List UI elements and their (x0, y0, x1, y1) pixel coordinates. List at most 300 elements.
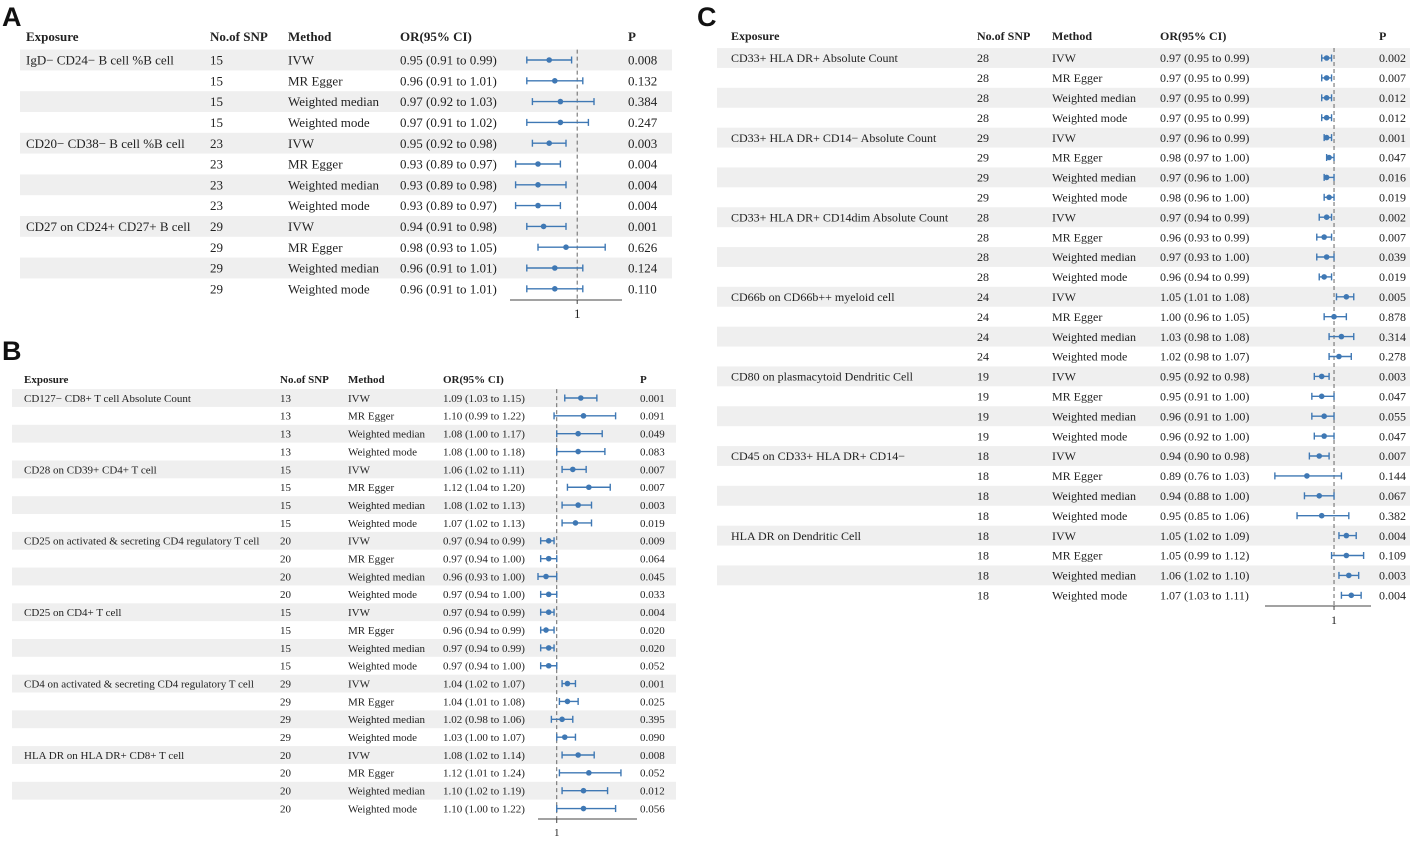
or-ci-text: 1.05 (1.01 to 1.08) (1160, 290, 1250, 304)
or-point (573, 520, 579, 526)
or-ci-text: 0.94 (0.91 to 0.98) (400, 218, 497, 234)
p-value: 0.091 (640, 410, 665, 423)
p-value: 0.110 (628, 281, 657, 297)
p-value: 0.055 (1379, 409, 1406, 424)
method-label: Weighted median (348, 642, 426, 655)
method-label: Weighted median (1052, 489, 1137, 503)
p-value: 0.007 (1379, 449, 1406, 464)
or-point (1344, 533, 1350, 539)
snp-count: 18 (977, 489, 989, 503)
p-value: 0.012 (640, 785, 665, 798)
method-label: IVW (1052, 210, 1076, 225)
method-label: Weighted median (348, 785, 426, 798)
or-ci-text: 1.08 (1.02 to 1.14) (443, 749, 525, 762)
p-value: 0.007 (640, 464, 665, 477)
or-point (546, 609, 552, 615)
p-value: 0.007 (640, 482, 665, 495)
or-point (543, 627, 549, 633)
or-point (1304, 473, 1310, 479)
or-ci-text: 1.12 (1.04 to 1.20) (443, 482, 525, 495)
method-label: Weighted mode (288, 114, 370, 130)
or-point (552, 286, 558, 292)
method-label: IVW (348, 749, 370, 762)
snp-count: 29 (977, 130, 989, 145)
snp-count: 15 (280, 499, 291, 512)
or-point (1344, 294, 1350, 300)
method-label: Weighted median (348, 428, 426, 441)
p-value: 0.384 (628, 94, 658, 110)
snp-count: 18 (977, 528, 989, 543)
p-value: 0.878 (1379, 309, 1406, 324)
snp-count: 28 (977, 270, 989, 285)
column-header: P (640, 374, 647, 386)
column-header: P (628, 29, 636, 44)
or-ci-text: 1.03 (1.00 to 1.07) (443, 732, 525, 744)
method-label: Weighted median (1052, 91, 1137, 105)
p-value: 0.039 (1379, 250, 1406, 265)
or-ci-text: 1.10 (1.02 to 1.19) (443, 785, 525, 798)
or-ci-text: 1.08 (1.00 to 1.17) (443, 428, 525, 441)
or-point (562, 734, 568, 740)
method-label: MR Egger (1052, 469, 1103, 484)
p-value: 0.045 (640, 571, 665, 584)
column-header: No.of SNP (280, 374, 329, 386)
p-value: 0.083 (640, 446, 665, 459)
exposure-label: CD4 on activated & secreting CD4 regulatory T cell (24, 678, 254, 691)
snp-count: 18 (977, 508, 989, 523)
method-label: Weighted mode (348, 732, 418, 744)
snp-count: 20 (280, 803, 291, 816)
or-ci-text: 0.97 (0.94 to 0.99) (443, 642, 525, 655)
snp-count: 29 (210, 260, 223, 276)
snp-count: 18 (977, 588, 989, 603)
or-ci-text: 0.97 (0.92 to 1.03) (400, 94, 497, 110)
method-label: MR Egger (348, 482, 395, 495)
p-value: 0.109 (1379, 548, 1406, 563)
exposure-label: CD28 on CD39+ CD4+ T cell (24, 464, 157, 477)
snp-count: 29 (280, 732, 291, 744)
or-point (575, 431, 581, 437)
method-label: Weighted median (348, 571, 426, 584)
column-header: Exposure (26, 29, 79, 44)
method-label: Weighted median (348, 499, 426, 512)
exposure-label: HLA DR on Dendritic Cell (731, 528, 861, 543)
or-point (1324, 55, 1330, 61)
method-label: Weighted mode (1052, 429, 1128, 444)
method-label: MR Egger (1052, 71, 1103, 86)
p-value: 0.012 (1379, 91, 1406, 105)
or-point (543, 574, 549, 580)
method-label: IVW (348, 392, 370, 405)
method-label: Weighted mode (1052, 110, 1128, 125)
snp-count: 15 (280, 624, 291, 637)
p-value: 0.004 (628, 156, 658, 172)
method-label: Weighted median (348, 714, 426, 727)
or-point (1321, 413, 1327, 419)
method-label: MR Egger (288, 239, 343, 255)
snp-count: 15 (280, 517, 291, 530)
or-ci-text: 0.96 (0.93 to 0.99) (1160, 230, 1250, 245)
method-label: MR Egger (348, 767, 395, 780)
snp-count: 29 (210, 218, 223, 234)
method-label: Weighted mode (288, 281, 370, 297)
method-label: Weighted mode (1052, 270, 1128, 285)
or-ci-text: 1.04 (1.02 to 1.07) (443, 678, 525, 691)
p-value: 0.144 (1379, 469, 1406, 484)
p-value: 0.004 (1379, 528, 1406, 543)
or-ci-text: 0.95 (0.85 to 1.06) (1160, 508, 1250, 523)
or-ci-text: 0.97 (0.95 to 0.99) (1160, 51, 1250, 66)
snp-count: 28 (977, 91, 989, 105)
method-label: Weighted mode (348, 517, 418, 530)
or-ci-text: 0.98 (0.96 to 1.00) (1160, 190, 1250, 205)
p-value: 0.007 (1379, 71, 1406, 86)
or-ci-text: 1.07 (1.03 to 1.11) (1160, 588, 1249, 603)
snp-count: 13 (280, 428, 291, 441)
or-point (546, 57, 552, 63)
or-ci-text: 0.96 (0.91 to 1.01) (400, 281, 497, 297)
or-point (1319, 374, 1325, 380)
or-ci-text: 1.06 (1.02 to 1.10) (1160, 568, 1250, 583)
p-value: 0.395 (640, 714, 665, 727)
snp-count: 24 (977, 329, 989, 344)
p-value: 0.004 (1379, 588, 1406, 603)
p-value: 0.001 (640, 392, 665, 405)
snp-count: 29 (977, 150, 989, 165)
snp-count: 13 (280, 446, 291, 459)
exposure-label: CD127− CD8+ T cell Absolute Count (24, 392, 191, 405)
exposure-label: CD80 on plasmacytoid Dendritic Cell (731, 369, 913, 384)
or-ci-text: 0.98 (0.97 to 1.00) (1160, 150, 1250, 165)
p-value: 0.008 (628, 52, 658, 68)
p-value: 0.016 (1379, 170, 1406, 185)
snp-count: 15 (210, 114, 223, 130)
or-ci-text: 0.97 (0.91 to 1.02) (400, 114, 497, 130)
snp-count: 23 (210, 135, 223, 151)
or-point (1339, 334, 1345, 340)
or-ci-text: 0.95 (0.91 to 0.99) (400, 52, 497, 68)
exposure-label: CD20− CD38− B cell %B cell (26, 135, 185, 151)
or-ci-text: 0.97 (0.95 to 0.99) (1160, 110, 1250, 125)
p-value: 0.003 (1379, 369, 1406, 384)
or-point (1344, 553, 1350, 559)
or-ci-text: 0.93 (0.89 to 0.98) (400, 177, 497, 193)
or-ci-text: 1.09 (1.03 to 1.15) (443, 392, 525, 405)
or-point (1336, 354, 1342, 360)
or-ci-text: 0.95 (0.92 to 0.98) (400, 135, 497, 151)
p-value: 0.004 (628, 198, 658, 214)
column-header: Method (348, 374, 385, 386)
or-ci-text: 0.97 (0.94 to 1.00) (443, 589, 525, 602)
or-ci-text: 1.08 (1.00 to 1.18) (443, 446, 525, 459)
p-value: 0.382 (1379, 508, 1406, 523)
method-label: MR Egger (1052, 309, 1103, 324)
or-ci-text: 0.97 (0.94 to 0.99) (1160, 210, 1250, 225)
p-value: 0.002 (1379, 210, 1406, 225)
p-value: 0.019 (1379, 270, 1406, 285)
method-label: Weighted mode (348, 660, 418, 673)
column-header: No.of SNP (210, 29, 268, 44)
or-ci-text: 0.97 (0.94 to 1.00) (443, 553, 525, 566)
p-value: 0.124 (628, 260, 658, 276)
or-ci-text: 0.96 (0.94 to 0.99) (443, 624, 525, 637)
exposure-label: CD66b on CD66b++ myeloid cell (731, 290, 895, 304)
or-point (1324, 135, 1330, 141)
or-point (1319, 513, 1325, 519)
snp-count: 19 (977, 409, 989, 424)
p-value: 0.003 (640, 499, 665, 512)
or-point (558, 120, 564, 126)
column-header: Method (1052, 29, 1092, 43)
column-header: No.of SNP (977, 29, 1031, 43)
snp-count: 28 (977, 110, 989, 125)
p-value: 0.132 (628, 73, 658, 89)
method-label: Weighted mode (1052, 190, 1128, 205)
p-value: 0.001 (640, 678, 665, 691)
method-label: MR Egger (1052, 150, 1103, 165)
or-point (559, 717, 565, 723)
or-ci-text: 1.08 (1.02 to 1.13) (443, 499, 525, 512)
or-ci-text: 0.93 (0.89 to 0.97) (400, 156, 497, 172)
p-value: 0.047 (1379, 429, 1406, 444)
exposure-label: CD25 on CD4+ T cell (24, 607, 122, 620)
p-value: 0.047 (1379, 389, 1406, 404)
or-ci-text: 0.95 (0.92 to 0.98) (1160, 369, 1250, 384)
snp-count: 15 (280, 642, 291, 655)
exposure-label: CD45 on CD33+ HLA DR+ CD14− (731, 449, 905, 464)
snp-count: 20 (280, 553, 291, 566)
or-ci-text: 1.02 (0.98 to 1.06) (443, 714, 525, 727)
or-point (1326, 195, 1332, 201)
p-value: 0.090 (640, 732, 665, 744)
row-band (12, 710, 676, 728)
or-point (1321, 234, 1327, 240)
p-value: 0.025 (640, 696, 665, 709)
p-value: 0.001 (1379, 130, 1406, 145)
method-label: Weighted mode (1052, 349, 1128, 364)
or-ci-text: 0.96 (0.94 to 0.99) (1160, 270, 1250, 285)
p-value: 0.278 (1379, 349, 1406, 364)
snp-count: 28 (977, 210, 989, 225)
snp-count: 29 (280, 678, 291, 691)
or-ci-text: 1.02 (0.98 to 1.07) (1160, 349, 1250, 364)
or-point (1321, 274, 1327, 280)
snp-count: 24 (977, 349, 989, 364)
or-ci-text: 0.97 (0.96 to 1.00) (1160, 170, 1250, 185)
column-header: Method (288, 29, 332, 44)
exposure-label: CD27 on CD24+ CD27+ B cell (26, 218, 191, 234)
method-label: MR Egger (348, 553, 395, 566)
p-value: 0.247 (628, 114, 658, 130)
or-ci-text: 1.05 (1.02 to 1.09) (1160, 528, 1250, 543)
method-label: IVW (348, 607, 370, 620)
or-point (535, 182, 541, 188)
exposure-label: HLA DR on HLA DR+ CD8+ T cell (24, 749, 185, 762)
or-point (552, 265, 558, 271)
snp-count: 15 (280, 482, 291, 495)
snp-count: 20 (280, 535, 291, 548)
or-ci-text: 1.03 (0.98 to 1.08) (1160, 329, 1250, 344)
snp-count: 20 (280, 589, 291, 602)
p-value: 0.007 (1379, 230, 1406, 245)
or-point (1348, 593, 1354, 599)
p-value: 0.004 (640, 607, 665, 620)
or-ci-text: 0.96 (0.91 to 1.00) (1160, 409, 1250, 424)
exposure-label: CD33+ HLA DR+ Absolute Count (731, 51, 898, 66)
or-ci-text: 1.05 (0.99 to 1.12) (1160, 548, 1250, 563)
column-header: OR(95% CI) (443, 374, 504, 386)
p-value: 0.009 (640, 535, 665, 548)
method-label: IVW (288, 135, 314, 151)
snp-count: 18 (977, 548, 989, 563)
or-ci-text: 1.00 (0.96 to 1.05) (1160, 309, 1250, 324)
panel-letter-B: B (2, 336, 22, 366)
or-point (1324, 214, 1330, 220)
or-ci-text: 0.89 (0.76 to 1.03) (1160, 469, 1250, 484)
column-header: OR(95% CI) (1160, 29, 1227, 43)
column-header: P (1379, 29, 1387, 43)
method-label: Weighted mode (348, 803, 418, 816)
or-point (546, 556, 552, 562)
p-value: 0.052 (640, 660, 665, 673)
or-point (535, 161, 541, 167)
or-point (546, 538, 552, 544)
p-value: 0.033 (640, 589, 665, 602)
method-label: Weighted median (288, 260, 380, 276)
or-point (575, 449, 581, 455)
or-point (1319, 394, 1325, 400)
method-label: Weighted median (1052, 250, 1137, 265)
or-ci-text: 0.97 (0.94 to 1.00) (443, 660, 525, 673)
or-point (581, 806, 587, 812)
p-value: 0.008 (640, 749, 665, 762)
p-value: 0.019 (640, 517, 665, 530)
or-point (586, 484, 592, 490)
method-label: Weighted median (288, 177, 380, 193)
method-label: MR Egger (288, 73, 343, 89)
or-point (535, 203, 541, 209)
snp-count: 15 (280, 464, 291, 477)
or-point (1324, 175, 1330, 181)
snp-count: 15 (280, 607, 291, 620)
method-label: MR Egger (348, 696, 395, 709)
or-ci-text: 0.98 (0.93 to 1.05) (400, 239, 497, 255)
method-label: IVW (1052, 290, 1076, 304)
or-point (1331, 314, 1337, 320)
snp-count: 15 (210, 52, 223, 68)
or-ci-text: 0.97 (0.94 to 0.99) (443, 607, 525, 620)
snp-count: 29 (977, 190, 989, 205)
snp-count: 24 (977, 309, 989, 324)
snp-count: 18 (977, 568, 989, 583)
snp-count: 20 (280, 767, 291, 780)
snp-count: 18 (977, 449, 989, 464)
p-value: 0.012 (1379, 110, 1406, 125)
or-point (546, 645, 552, 651)
x-tick-label: 1 (573, 306, 581, 321)
or-ci-text: 0.97 (0.96 to 0.99) (1160, 130, 1250, 145)
method-label: Weighted median (1052, 409, 1137, 424)
method-label: IVW (1052, 369, 1076, 384)
or-ci-text: 1.10 (0.99 to 1.22) (443, 410, 525, 423)
or-point (541, 224, 547, 230)
snp-count: 15 (210, 73, 223, 89)
p-value: 0.064 (640, 553, 665, 566)
snp-count: 29 (977, 170, 989, 185)
snp-count: 28 (977, 51, 989, 66)
or-ci-text: 0.97 (0.93 to 1.00) (1160, 250, 1250, 265)
or-ci-text: 0.96 (0.92 to 1.00) (1160, 429, 1250, 444)
or-ci-text: 0.94 (0.90 to 0.98) (1160, 449, 1250, 464)
p-value: 0.019 (1379, 190, 1406, 205)
or-point (546, 140, 552, 146)
method-label: IVW (288, 52, 314, 68)
method-label: MR Egger (348, 624, 395, 637)
method-label: MR Egger (288, 156, 343, 172)
or-point (1324, 254, 1330, 260)
or-point (586, 770, 592, 776)
or-ci-text: 0.95 (0.91 to 1.00) (1160, 389, 1250, 404)
p-value: 0.056 (640, 803, 665, 816)
method-label: IVW (288, 218, 314, 234)
method-label: IVW (1052, 449, 1076, 464)
p-value: 0.005 (1379, 290, 1406, 304)
column-header: Exposure (24, 374, 69, 386)
p-value: 0.001 (628, 218, 658, 234)
snp-count: 15 (210, 94, 223, 110)
snp-count: 28 (977, 71, 989, 86)
or-point (1316, 453, 1322, 459)
method-label: Weighted median (1052, 568, 1137, 583)
method-label: Weighted median (1052, 329, 1137, 344)
p-value: 0.020 (640, 624, 665, 637)
or-point (581, 413, 587, 419)
p-value: 0.002 (1379, 51, 1406, 66)
method-label: MR Egger (1052, 548, 1103, 563)
snp-count: 20 (280, 749, 291, 762)
method-label: Weighted mode (1052, 508, 1128, 523)
method-label: MR Egger (1052, 389, 1103, 404)
snp-count: 15 (280, 660, 291, 673)
or-point (563, 244, 569, 250)
snp-count: 23 (210, 177, 223, 193)
method-label: IVW (348, 464, 370, 477)
method-label: Weighted median (288, 94, 380, 110)
or-ci-text: 1.12 (1.01 to 1.24) (443, 767, 525, 780)
exposure-label: CD33+ HLA DR+ CD14dim Absolute Count (731, 210, 949, 225)
snp-count: 23 (210, 156, 223, 172)
or-ci-text: 1.10 (1.00 to 1.22) (443, 803, 525, 816)
or-point (1316, 493, 1322, 499)
or-ci-text: 0.96 (0.91 to 1.01) (400, 260, 497, 276)
or-point (546, 663, 552, 669)
or-ci-text: 0.97 (0.95 to 0.99) (1160, 91, 1250, 105)
method-label: IVW (348, 678, 370, 691)
snp-count: 19 (977, 389, 989, 404)
row-band (12, 639, 676, 657)
method-label: MR Egger (348, 410, 395, 423)
or-point (575, 502, 581, 508)
snp-count: 23 (210, 198, 223, 214)
or-point (565, 681, 571, 687)
p-value: 0.003 (628, 135, 658, 151)
p-value: 0.047 (1379, 150, 1406, 165)
snp-count: 28 (977, 230, 989, 245)
snp-count: 19 (977, 429, 989, 444)
or-point (558, 99, 564, 105)
x-tick-label: 1 (553, 827, 560, 839)
or-point (581, 788, 587, 794)
